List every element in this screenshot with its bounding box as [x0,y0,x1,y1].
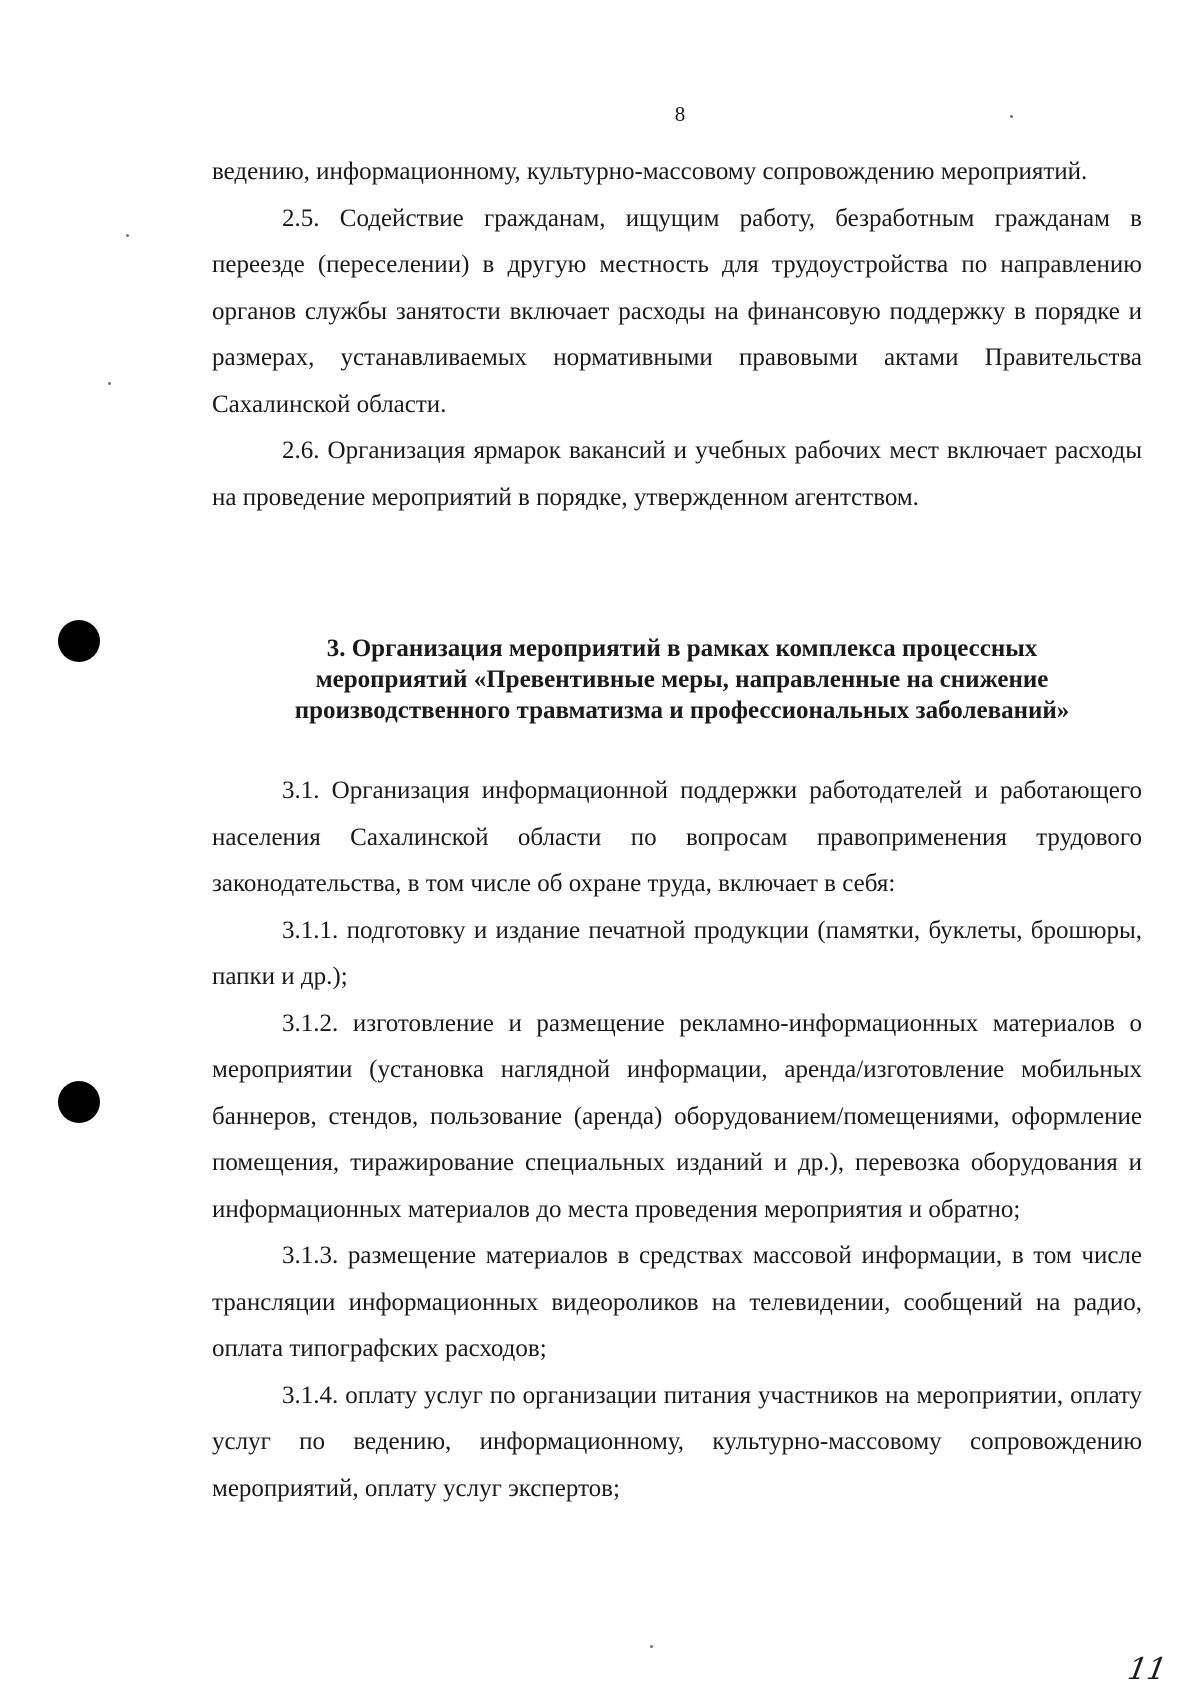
body-text-block [212,149,1142,521]
punch-hole [58,1081,100,1123]
handwritten-sheet-number: 11 [1124,1652,1170,1687]
section-3-heading [212,633,1142,726]
scan-speck [1010,115,1013,118]
punch-hole [58,620,100,662]
heading-line: производственного травматизма и профессиональных заболеваний» [294,697,1070,724]
scan-speck [650,1645,653,1648]
body-text-block [212,768,1142,1512]
paragraph-3-1-1: 3.1.1. подготовку и издание печатной продукции (памятки, буклеты, брошюры, папки и др.); [212,916,1142,990]
paragraph-3-1: 3.1. Организация информационной поддержки работодателей и работающего населения Сахалинской области по вопросам правоприменения трудового законодательства, в том числе об охране труда, включает в себя: [212,777,1142,897]
paragraph-continuation: ведению, информационному, культурно-массовому сопровождению мероприятий. [212,158,1088,185]
scan-speck [126,234,129,237]
heading-line: 3. Организация мероприятий в рамках комплекса процессных [326,635,1038,662]
page-number: 8 [674,102,686,126]
paragraph-2-5: 2.5. Содействие гражданам, ищущим работу, безработным гражданам в переезде (переселении) в другую местность для трудоустройства по направлению органов службы занятости включает расходы на финансовую поддержку в порядке и размерах, устанавливаемых нормативными правовыми актами Правительства Сахалинской области. [212,204,1142,418]
paragraph-3-1-3: 3.1.3. размещение материалов в средствах массовой информации, в том числе трансляции информационных видеороликов на телевидении, сообщений на радио, оплата типографских расходов; [212,1242,1142,1362]
paragraph-2-6: 2.6. Организация ярмарок вакансий и учебных рабочих мест включает расходы на проведение мероприятий в порядке, утвержденном агентством. [212,437,1142,511]
paragraph-3-1-2: 3.1.2. изготовление и размещение рекламно-информационных материалов о мероприятии (установка наглядной информации, аренда/изготовление мобильных баннеров, стендов, пользование (аренда) оборудованием/помещениями, оформление помещения, тиражирование специальных изданий и др.), перевозка оборудования и информационных материалов до места проведения мероприятия и обратно; [212,1009,1142,1223]
scan-speck [108,382,111,385]
paragraph-3-1-4: 3.1.4. оплату услуг по организации питания участников на мероприятии, оплату услуг по ведению, информационному, культурно-массовому сопровождению мероприятий, оплату услуг экспертов; [212,1381,1142,1502]
heading-line: мероприятий «Превентивные меры, направленные на снижение [315,666,1049,693]
